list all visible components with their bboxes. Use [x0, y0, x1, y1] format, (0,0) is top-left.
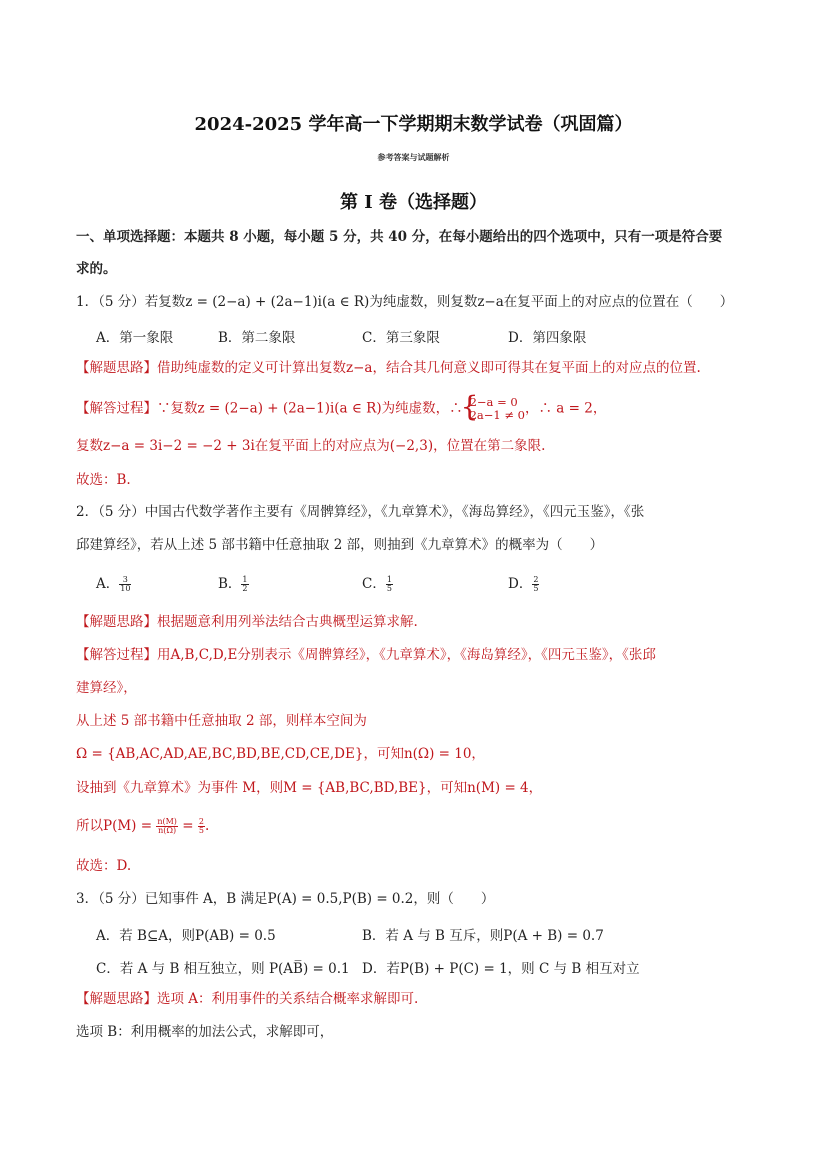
q2-option-a-numerator: 3	[119, 576, 131, 585]
q1-solution-process	[76, 396, 606, 422]
q2-probability-result	[76, 816, 209, 836]
section-heading: 第 I 卷（选择题）	[340, 192, 487, 213]
q2-option-a-denominator: 10	[120, 584, 131, 593]
q3-option-c: C．若 A 与 B 相互独立，则 P(AB̅) = 0.1	[96, 961, 350, 977]
q2-option-b-label: B．	[218, 576, 242, 592]
q2-frac2-numerator: 2	[198, 817, 204, 826]
q2-frac1-numerator: n(M)	[157, 817, 177, 826]
instructions-line-2: 求的。	[76, 261, 117, 277]
q2-option-c-denominator: 5	[386, 584, 392, 593]
q2-answer: 故选：D.	[76, 858, 132, 874]
q3-option-a: A．若 B⊆A，则P(AB) = 0.5	[96, 928, 276, 944]
q1-option-a: A．第一象限	[96, 330, 174, 346]
q1-system-top: { 2−a = 0	[469, 395, 518, 409]
q2-stem-line-2: 邱建算经》，若从上述 5 部书籍中任意抽取 2 部，则抽到《九章算术》的概率为（ ）	[76, 537, 604, 553]
q2-option-d-label: D．	[508, 576, 533, 592]
q2-stem-line-1: 2．（5 分）中国古代数学著作主要有《周髀算经》，《九章算术》，《海岛算经》，《四元玉鉴》，《张	[76, 504, 645, 520]
q1-solution-idea: 【解题思路】借助纯虚数的定义可计算出复数z−a，结合其几何意义即可得其在复平面上的对应点的位置.	[76, 360, 701, 376]
q3-option-b: B．若 A 与 B 互斥，则P(A + B) = 0.7	[362, 928, 604, 944]
q2-option-c	[362, 572, 393, 593]
q2-option-d	[508, 572, 539, 593]
q2-prob-period: .	[204, 818, 210, 834]
q2-frac1-denominator: n(Ω)	[158, 826, 177, 835]
q1-stem: 1．（5 分）若复数z = (2−a) + (2a−1)i(a ∈ R)为纯虚数，则复数z−a在复平面上的对应点的位置在（ ）	[76, 294, 734, 310]
q2-solution-process-1: 【解答过程】用A,B,C,D,E分别表示《周髀算经》，《九章算术》，《海岛算经》，《四元玉鉴》，《张邱	[76, 647, 656, 663]
q2-option-b-denominator: 2	[242, 584, 248, 593]
q2-option-c-numerator: 1	[386, 575, 392, 584]
q2-option-a-label: A．	[96, 576, 120, 592]
q1-equation-system	[463, 396, 525, 422]
q3-stem: 3．（5 分）已知事件 A，B 满足P(A) = 0.5,P(B) = 0.2，则（ ）	[76, 891, 495, 907]
q2-option-b	[218, 572, 249, 593]
q1-option-d: D．第四象限	[508, 330, 587, 346]
q2-option-a	[96, 572, 131, 593]
q2-solution-idea: 【解题思路】根据题意利用列举法结合古典概型运算求解.	[76, 614, 418, 630]
q1-solution-process-2: 复数z−a = 3i−2 = −2 + 3i在复平面上的对应点为(−2,3)，位置在第二象限.	[76, 438, 546, 454]
q1-option-c: C．第三象限	[362, 330, 440, 346]
q2-option-c-label: C．	[362, 576, 386, 592]
instructions-line-1: 一、单项选择题：本题共 8 小题，每小题 5 分，共 40 分，在每小题给出的四个选项中，只有一项是符合要	[76, 229, 723, 245]
q3-option-d: D．若P(B) + P(C) = 1，则 C 与 B 相互对立	[362, 961, 640, 977]
q3-solution-idea-2: 选项 B：利用概率的加法公式，求解即可，	[76, 1024, 334, 1040]
page-subtitle: 参考答案与试题解析	[377, 152, 450, 162]
q2-sample-space: Ω = {AB,AC,AD,AE,BC,BD,BE,CD,CE,DE}，可知n(Ω) = 10，	[76, 746, 485, 762]
q2-event-m: 设抽到《九章算术》为事件 M，则M = {AB,BC,BD,BE}，可知n(M) = 4，	[76, 780, 543, 796]
q2-option-d-numerator: 2	[533, 575, 539, 584]
q1-system-bottom: 2a−1 ≠ 0	[469, 408, 525, 422]
q2-option-d-denominator: 5	[533, 584, 539, 593]
q2-prob-prefix: 所以P(M) =	[76, 818, 157, 834]
q2-solution-process-3: 从上述 5 部书籍中任意抽取 2 部，则样本空间为	[76, 713, 367, 729]
q2-prob-equals: =	[177, 818, 198, 834]
page-title: 2024-2025 学年高一下学期期末数学试卷（巩固篇）	[194, 114, 633, 135]
q2-solution-process-2: 建算经》，	[76, 680, 137, 696]
q2-option-b-numerator: 1	[242, 575, 248, 584]
q1-option-b: B．第二象限	[218, 330, 296, 346]
q1-answer: 故选：B.	[76, 472, 131, 488]
q1-process-text-b: ，∴ a = 2，	[525, 400, 607, 417]
q3-solution-idea: 【解题思路】选项 A：利用事件的关系结合概率求解即可.	[76, 991, 419, 1007]
q1-process-text-a: 【解答过程】∵复数z = (2−a) + (2a−1)i(a ∈ R)为纯虚数，∴	[76, 400, 463, 417]
q2-frac2-denominator: 5	[198, 826, 204, 835]
